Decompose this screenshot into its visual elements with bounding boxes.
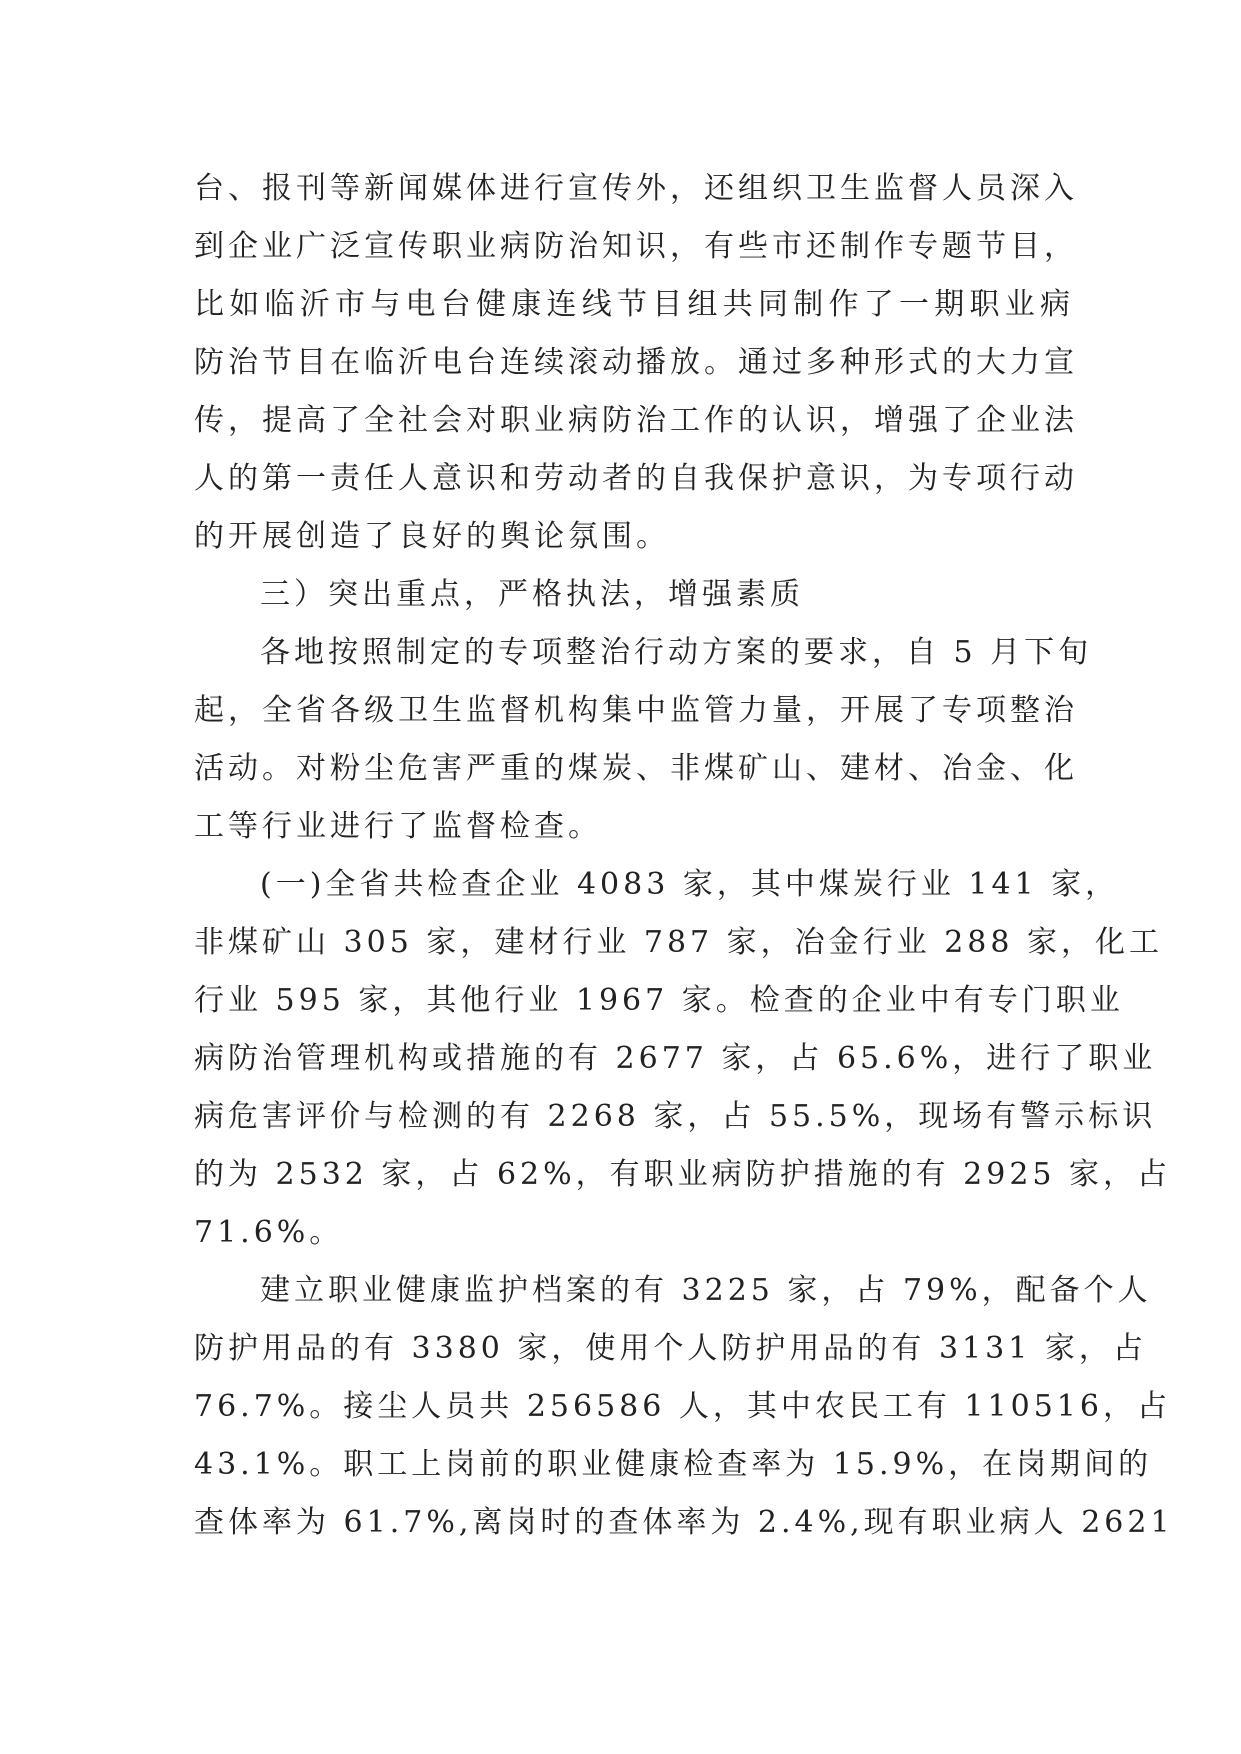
text-line: 台、报刊等新闻媒体进行宣传外，还组织卫生监督人员深入 [194, 171, 1078, 206]
text-line: 的为 2532 家，占 62%，有职业病防护措施的有 2925 家，占 [194, 1157, 1172, 1192]
text-line: 各地按照制定的专项整治行动方案的要求，自 5 月下旬 [260, 635, 1093, 670]
text-line: 71.6%。 [194, 1215, 344, 1250]
text-line: 非煤矿山 305 家，建材行业 787 家，冶金行业 288 家，化工 [194, 925, 1163, 960]
text-line: 行业 595 家，其他行业 1967 家。检查的企业中有专门职业 [194, 983, 1124, 1018]
text-line: 人的第一责任人意识和劳动者的自我保护意识，为专项行动 [194, 461, 1078, 496]
text-line: 建立职业健康监护档案的有 3225 家，占 79%，配备个人 [260, 1273, 1152, 1308]
section-heading: 三）突出重点，严格执法，增强素质 [260, 577, 804, 612]
text-line: 的开展创造了良好的舆论氛围。 [194, 519, 670, 554]
text-line: 43.1%。职工上岗前的职业健康检查率为 15.9%，在岗期间的 [194, 1447, 1153, 1482]
text-line: 活动。对粉尘危害严重的煤炭、非煤矿山、建材、冶金、化 [194, 751, 1078, 786]
text-line: 传，提高了全社会对职业病防治工作的认识，增强了企业法 [194, 403, 1078, 438]
text-line: 防治节目在临沂电台连续滚动播放。通过多种形式的大力宣 [194, 345, 1078, 380]
text-line: 查体率为 61.7%,离岗时的查体率为 2.4%,现有职业病人 2621 [194, 1505, 1174, 1540]
text-line: 防护用品的有 3380 家，使用个人防护用品的有 3131 家，占 [194, 1331, 1147, 1366]
text-line: 工等行业进行了监督检查。 [194, 809, 602, 844]
text-line: 病危害评价与检测的有 2268 家，占 55.5%，现场有警示标识 [194, 1099, 1157, 1134]
document-body [194, 160, 1174, 1552]
text-line: 起，全省各级卫生监督机构集中监管力量，开展了专项整治 [194, 693, 1078, 728]
text-line: 病防治管理机构或措施的有 2677 家，占 65.6%，进行了职业 [194, 1041, 1157, 1076]
text-line: 76.7%。接尘人员共 256586 人，其中农民工有 110516，占 [194, 1389, 1171, 1424]
text-line: 到企业广泛宣传职业病防治知识，有些市还制作专题节目， [194, 229, 1078, 264]
text-line: 比如临沂市与电台健康连线节目组共同制作了一期职业病 [194, 287, 1074, 322]
text-line: (一)全省共检查企业 4083 家，其中煤炭行业 141 家， [260, 867, 1120, 902]
